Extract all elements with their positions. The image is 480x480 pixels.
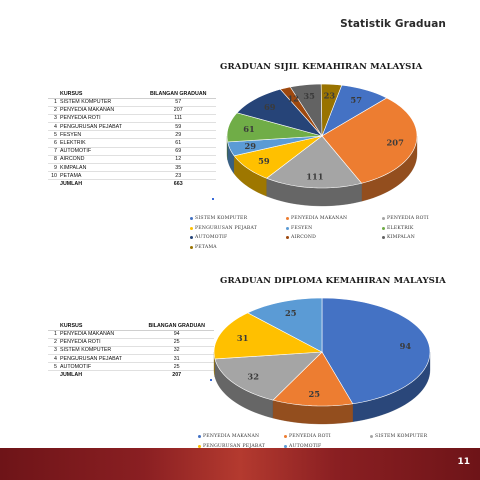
legend-swatch	[286, 227, 289, 230]
table-total-row	[48, 180, 216, 188]
legend-item	[190, 245, 217, 250]
legend-swatch	[370, 435, 373, 438]
pie-data-label: 94	[399, 340, 412, 351]
row-bilangan: 25	[139, 363, 214, 371]
row-bilangan: 59	[140, 123, 216, 131]
legend-item	[190, 226, 257, 231]
pie-data-label: 31	[236, 332, 249, 343]
table-row	[48, 147, 216, 155]
total-label: JUMLAH	[60, 181, 83, 188]
table-header-kursus: KURSUS	[58, 90, 140, 98]
legend-label: KIMPALAN	[387, 235, 415, 240]
pie-data-label: 23	[323, 90, 336, 101]
legend-label: AUTOMOTIF	[195, 235, 228, 240]
row-bilangan: 35	[140, 164, 216, 172]
row-kursus: KIMPALAN	[58, 164, 140, 172]
row-kursus: PENGURUSAN PEJABAT	[58, 123, 140, 131]
pie-data-label: 61	[243, 124, 255, 134]
row-kursus: FESYEN	[58, 131, 140, 139]
row-kursus: AIRCOND	[58, 155, 140, 163]
legend-swatch	[190, 217, 193, 220]
row-kursus: SISTEM KOMPUTER	[58, 346, 139, 354]
pie-data-label: 69	[264, 102, 276, 113]
table-row	[48, 139, 216, 147]
table-header-bilangan: BILANGAN GRADUAN	[139, 322, 214, 330]
row-number: 5	[48, 131, 58, 139]
legend-swatch	[190, 227, 193, 230]
legend-label: PENGURUSAN PEJABAT	[203, 443, 265, 449]
table-row	[48, 114, 216, 122]
row-bilangan: 111	[140, 114, 216, 122]
table-row	[48, 106, 216, 114]
row-number: 3	[48, 346, 58, 354]
legend-label: SISTEM KOMPUTER	[375, 434, 428, 439]
row-kursus: AUTOMOTIF	[58, 363, 139, 371]
row-number: 10	[48, 172, 58, 180]
pie-chart-sijil	[222, 76, 422, 206]
legend-item	[190, 235, 227, 240]
legend-label: PENGURUSAN PEJABAT	[195, 225, 257, 231]
chart-title-diploma: GRADUAN DIPLOMA KEMAHIRAN MALAYSIA	[220, 276, 446, 286]
row-bilangan: 61	[140, 139, 216, 147]
row-kursus: PENYEDIA ROTI	[58, 338, 139, 346]
table-row	[48, 363, 214, 371]
table-row	[48, 338, 214, 346]
row-bilangan: 29	[140, 131, 216, 139]
row-number: 2	[48, 106, 58, 114]
legend-label: ELEKTRIK	[387, 225, 414, 231]
row-number: 4	[48, 355, 58, 363]
pie-data-label: 25	[308, 388, 321, 399]
row-kursus: AUTOMOTIF	[58, 147, 140, 155]
row-kursus: PENYEDIA MAKANAN	[58, 330, 139, 338]
row-number: 1	[48, 330, 58, 338]
pie-data-label: 57	[350, 95, 362, 105]
legend-item	[370, 434, 427, 439]
row-number: 3	[48, 114, 58, 122]
page-header-title: Statistik Graduan	[340, 18, 446, 30]
pie-data-label: 111	[306, 171, 324, 182]
legend-item	[286, 216, 347, 221]
legend-swatch	[382, 236, 385, 239]
legend-label: PENYEDIA ROTI	[387, 216, 429, 221]
table-row	[48, 164, 216, 172]
legend-label: AUTOMOTIF	[289, 443, 322, 449]
total-label: JUMLAH	[60, 372, 83, 379]
legend-label: AIRCOND	[291, 235, 316, 240]
table-row	[48, 330, 214, 338]
row-bilangan: 23	[140, 172, 216, 180]
row-number: 9	[48, 164, 58, 172]
legend-item	[382, 226, 414, 231]
legend-swatch	[190, 236, 193, 239]
legend-item	[286, 235, 316, 240]
legend-label: SISTEM KOMPUTER	[195, 216, 248, 221]
legend-swatch	[382, 227, 385, 230]
row-bilangan: 57	[140, 98, 216, 106]
pie-data-label: 32	[247, 371, 259, 382]
table-row	[48, 355, 214, 363]
row-number: 8	[48, 155, 58, 163]
legend-swatch	[198, 435, 201, 438]
legend-swatch	[286, 236, 289, 239]
row-number: 4	[48, 123, 58, 131]
table-total-row	[48, 371, 214, 379]
row-bilangan: 31	[139, 355, 214, 363]
legend-swatch	[286, 217, 289, 220]
pie-data-label: 29	[244, 141, 257, 152]
legend-swatch	[382, 217, 385, 220]
total-value: 663	[173, 181, 183, 188]
row-kursus: PETAMA	[58, 172, 140, 180]
legend-item	[284, 434, 331, 439]
legend-swatch	[190, 246, 193, 249]
page-number: 11	[457, 457, 470, 467]
legend-label: PETAMA	[195, 244, 217, 250]
row-bilangan: 25	[139, 338, 214, 346]
pie-data-label: 25	[285, 307, 297, 318]
legend-sijil	[190, 216, 440, 256]
row-number: 1	[48, 98, 58, 106]
legend-item	[190, 216, 247, 221]
pie-data-label: 12	[287, 93, 300, 104]
row-number: 2	[48, 338, 58, 346]
legend-item	[382, 235, 415, 240]
row-kursus: ELEKTRIK	[58, 139, 140, 147]
legend-item	[286, 226, 312, 231]
row-number: 5	[48, 363, 58, 371]
kursus-table-sijil	[48, 90, 216, 188]
row-kursus: SISTEM KOMPUTER	[58, 98, 140, 106]
legend-item	[382, 216, 429, 221]
row-bilangan: 207	[140, 106, 216, 114]
table-row	[48, 98, 216, 106]
table-row	[48, 123, 216, 131]
pie-chart-diploma	[212, 292, 432, 422]
table-row	[48, 172, 216, 180]
row-bilangan: 32	[139, 346, 214, 354]
row-kursus: PENYEDIA ROTI	[58, 114, 140, 122]
row-number: 7	[48, 147, 58, 155]
pie-data-label: 207	[386, 137, 404, 148]
row-kursus: PENYEDIA MAKANAN	[58, 106, 140, 114]
legend-label: FESYEN	[291, 225, 313, 231]
legend-swatch	[284, 435, 287, 438]
footer-bar	[0, 448, 480, 480]
legend-label: PENYEDIA MAKANAN	[291, 216, 348, 221]
table-resize-mark	[212, 198, 214, 200]
legend-label: PENYEDIA ROTI	[289, 434, 331, 439]
table-header-bilangan: BILANGAN GRADUAN	[140, 90, 216, 98]
total-value: 207	[172, 372, 182, 379]
pie-data-label: 35	[303, 91, 315, 102]
table-row	[48, 346, 214, 354]
row-kursus: PENGURUSAN PEJABAT	[58, 355, 139, 363]
legend-label: PENYEDIA MAKANAN	[203, 434, 260, 439]
row-bilangan: 12	[140, 155, 216, 163]
row-bilangan: 94	[139, 330, 214, 338]
table-row	[48, 131, 216, 139]
legend-item	[198, 434, 259, 439]
chart-title-sijil: GRADUAN SIJIL KEMAHIRAN MALAYSIA	[220, 62, 423, 72]
row-number: 6	[48, 139, 58, 147]
row-bilangan: 69	[140, 147, 216, 155]
pie-data-label: 59	[258, 156, 270, 167]
table-row	[48, 155, 216, 163]
kursus-table-diploma	[48, 322, 214, 379]
table-header-kursus: KURSUS	[58, 322, 139, 330]
